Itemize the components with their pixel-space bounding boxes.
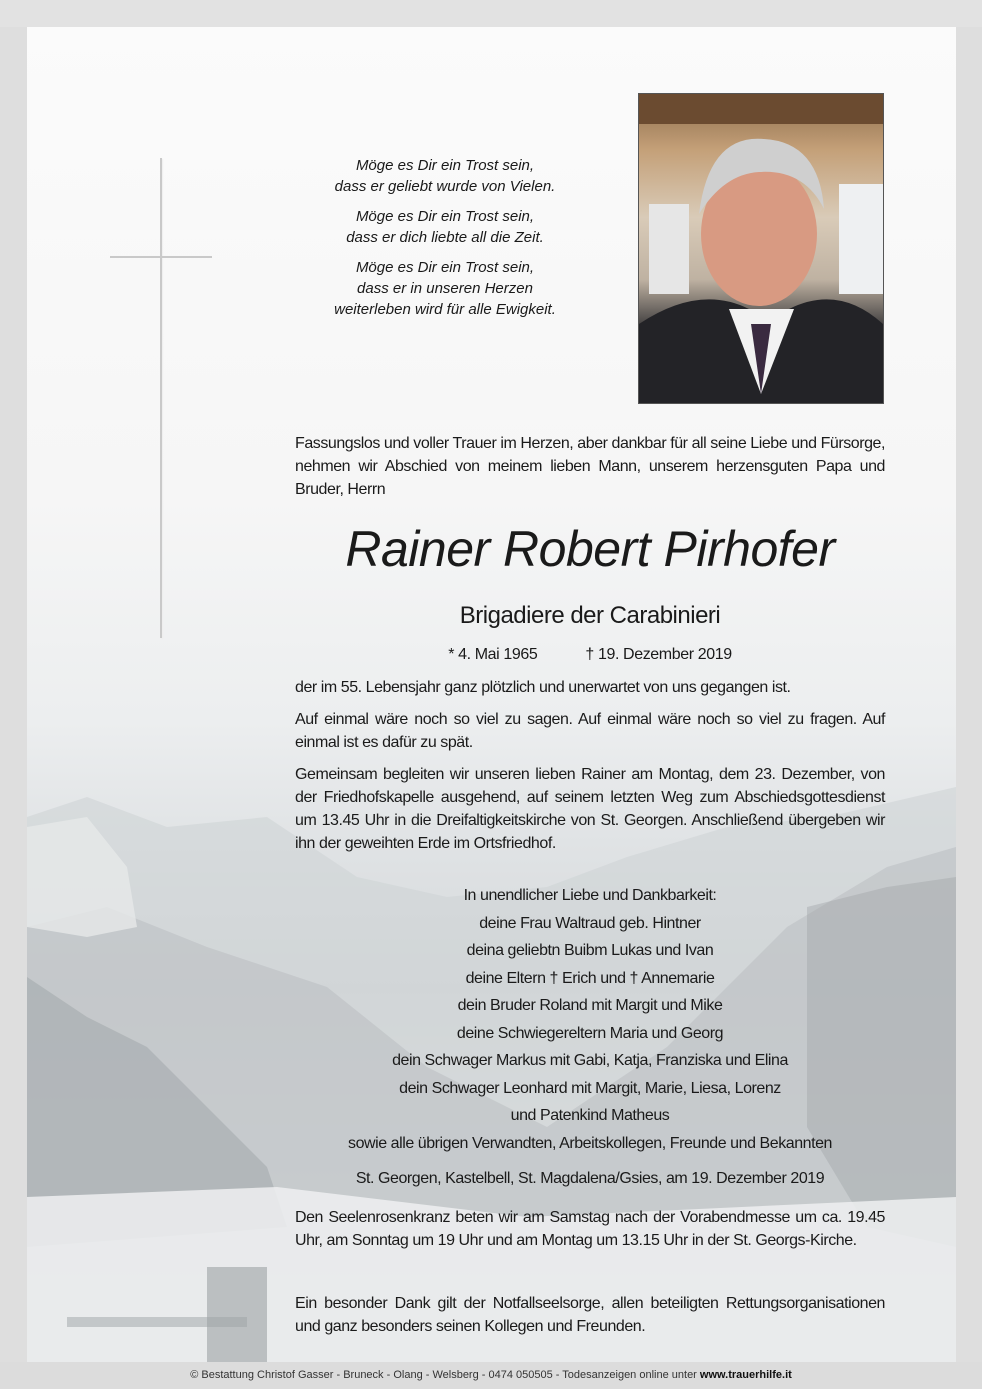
page-frame [0, 0, 982, 27]
place-date: St. Georgen, Kastelbell, St. Magdalena/Gsies, am 19. Dezember 2019 [355, 1170, 825, 1187]
footer-text: © Bestattung Christof Gasser - Bruneck - Olang - Welsberg - 0474 050505 - Todesanzeigen online unter [190, 1369, 700, 1381]
poem-line: weiterleben wird für alle Ewigkeit. [334, 301, 556, 318]
body-paragraph: Auf einmal wäre noch so viel zu sagen. Auf einmal wäre noch so viel zu fragen. Auf einmal ist es dafür zu spät. [295, 711, 885, 751]
cross-icon-bar [110, 256, 212, 258]
family-line: deina geliebtn Buibm Lukas und Ivan [466, 942, 714, 959]
birth-date: * 4. Mai 1965 [448, 646, 538, 663]
poem-stanza [290, 257, 600, 320]
life-dates [295, 646, 885, 664]
poem-line: dass er in unseren Herzen [357, 280, 533, 297]
family-line: dein Bruder Roland mit Margit und Mike [457, 997, 723, 1014]
footer [0, 1362, 982, 1389]
family-line: dein Schwager Markus mit Gabi, Katja, Franziska und Elina [392, 1052, 788, 1069]
body-paragraph: der im 55. Lebensjahr ganz plötzlich und unerwartet von uns gegangen ist. [295, 679, 791, 696]
poem-line: dass er dich liebte all die Zeit. [346, 229, 544, 246]
family-line: dein Schwager Leonhard mit Margit, Marie, Liesa, Lorenz [399, 1079, 781, 1097]
poem-line: dass er geliebt wurde von Vielen. [334, 178, 556, 195]
rosary-text: Den Seelenrosenkranz beten wir am Samstag nach der Vorabendmesse um ca. 19.45 Uhr, am Sonntag um 19 Uhr und am Montag um 13.15 Uhr in der St. Georgs-Kirche. [295, 1209, 885, 1249]
family-line: In unendlicher Liebe und Dankbarkeit: [463, 887, 717, 904]
family-line: deine Schwiegereltern Maria und Georg [456, 1024, 724, 1042]
deceased-name: Rainer Robert Pirhofer [345, 521, 835, 577]
family-line: und Patenkind Matheus [510, 1107, 670, 1124]
footer-link[interactable]: www.trauerhilfe.it [699, 1369, 792, 1381]
cross-icon [160, 158, 162, 638]
intro-text: Fassungslos und voller Trauer im Herzen, aber dankbar für all seine Liebe und Fürsorge, nehmen wir Abschied von meinem lieben Mann, unserem herzensguten Papa und Bruder, Herrn [295, 435, 885, 498]
poem-stanza [290, 155, 600, 197]
poem-line: Möge es Dir ein Trost sein, [355, 208, 535, 225]
family-line: sowie alle übrigen Verwandten, Arbeitskollegen, Freunde und Bekannten [348, 1134, 832, 1152]
body-paragraph: Gemeinsam begleiten wir unseren lieben Rainer am Montag, dem 23. Dezember, von der Friedhofskapelle ausgehend, auf seinem letzten Weg zum Abschiedsgottesdienst um 13.45 Uhr in die Dreifaltigkeitskirche von St. Georgen. Anschließend übergeben wir ihn der geweihten Erde im Ortsfriedhof. [295, 766, 885, 852]
family-line: deine Eltern † Erich und † Annemarie [465, 969, 715, 987]
poem-line: Möge es Dir ein Trost sein, [355, 259, 535, 276]
poem-line: Möge es Dir ein Trost sein, [355, 157, 535, 174]
thanks-text: Ein besonder Dank gilt der Notfallseelsorge, allen beteiligten Rettungsorganisationen und ganz besonders seinen Kollegen und Freunden. [295, 1295, 885, 1335]
poem-stanza [290, 206, 600, 248]
family-line: deine Frau Waltraud geb. Hintner [479, 914, 701, 932]
portrait-photo [638, 93, 884, 404]
deceased-rank: Brigadiere der Carabinieri [459, 602, 721, 629]
body-text [295, 676, 885, 864]
poem [290, 155, 600, 329]
death-date: † 19. Dezember 2019 [585, 646, 732, 663]
family-list [295, 882, 885, 1193]
